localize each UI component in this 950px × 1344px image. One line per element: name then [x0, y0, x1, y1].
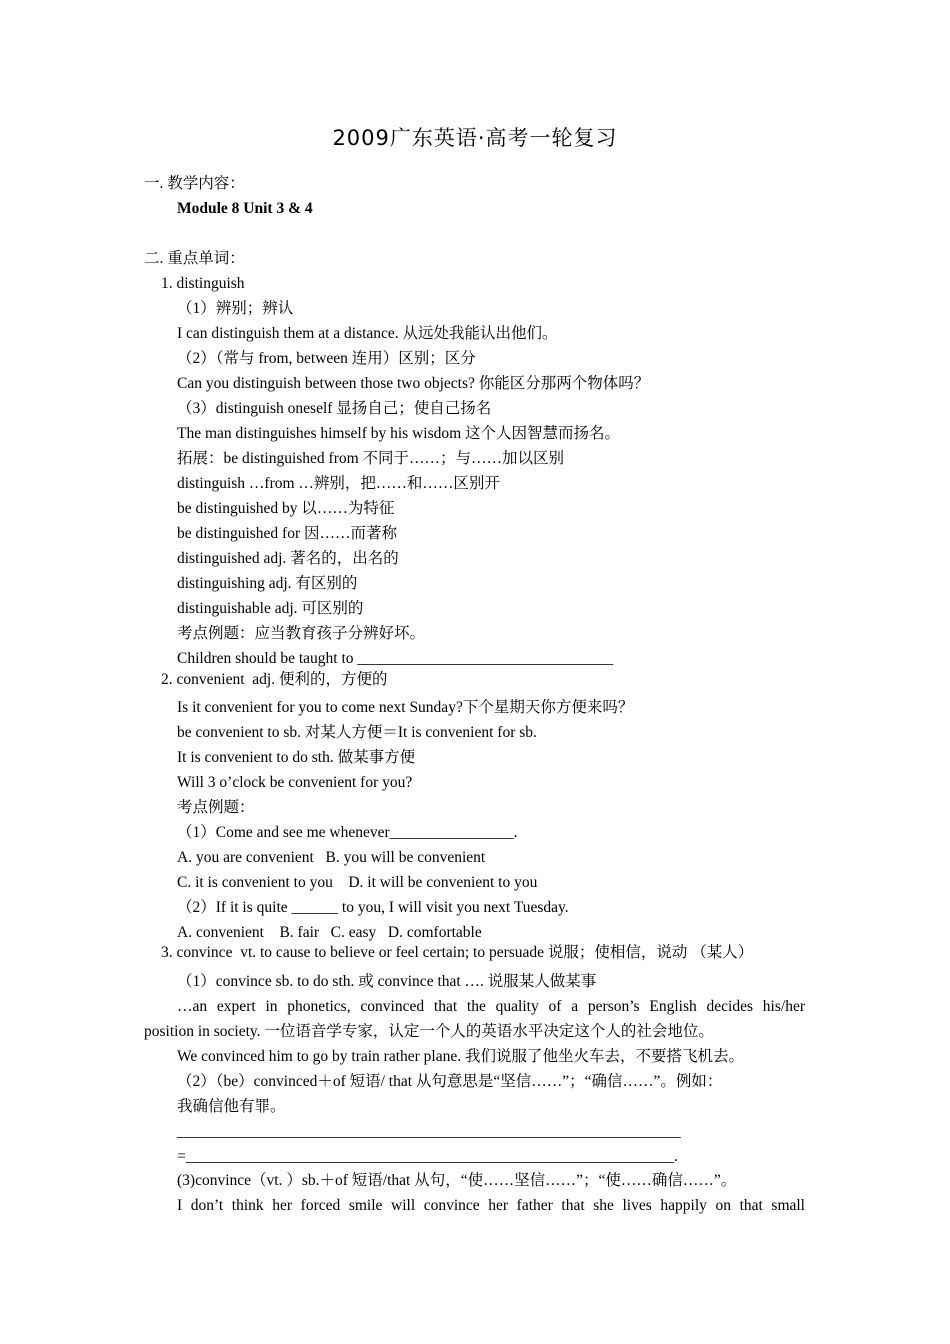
- text-line: be distinguished for 因……而著称: [177, 525, 397, 542]
- text-line: We convinced him to go by train rather plane. 我们说服了他坐火车去，不要搭飞机去。: [177, 1048, 744, 1065]
- text-line: distinguished adj. 著名的，出名的: [177, 550, 399, 567]
- exercise-blank-line: Children should be taught to _________________________________: [177, 650, 614, 667]
- text-line: 拓展：be distinguished from 不同于……；与……加以区别: [177, 450, 565, 467]
- text-line: (3)convince（vt. ）sb.＋of 短语/that 从句，“使……坚信……”；“使……确信……”。: [177, 1172, 737, 1189]
- text-line: 我确信他有罪。: [177, 1098, 286, 1115]
- exercise-options: A. convenient B. fair C. easy D. comfortable: [177, 924, 482, 941]
- text-line: 考点例题：应当教育孩子分辨好坏。: [177, 625, 426, 642]
- exercise-options: A. you are convenient B. you will be convenient: [177, 849, 486, 866]
- section-heading-content: 一. 教学内容：: [144, 175, 245, 192]
- exercise-question: （1）Come and see me whenever________________.: [177, 824, 518, 841]
- text-line: （1）辨别；辨认: [177, 300, 294, 317]
- word-heading-distinguish: 1. distinguish: [161, 275, 245, 292]
- text-line: （2）（be）convinced＋of 短语/ that 从句意思是“坚信……”；“确信……”。例如：: [177, 1073, 723, 1090]
- exercise-question: （2）If it is quite ______ to you, I will visit you next Tuesday.: [177, 899, 569, 916]
- text-line: be distinguished by 以……为特征: [177, 500, 395, 517]
- text-line: …an expert in phonetics, convinced that the quality of a person’s English decides his/her: [177, 998, 805, 1015]
- text-line: I don’t think her forced smile will convince her father that she lives happily on that small: [177, 1197, 805, 1214]
- text-line: Can you distinguish between those two objects? 你能区分那两个物体吗？: [177, 375, 650, 392]
- text-line: （3）distinguish oneself 显扬自己；使自己扬名: [177, 400, 492, 417]
- text-line: position in society. 一位语音学专家，认定一个人的英语水平决定这个人的社会地位。: [144, 1023, 714, 1040]
- word-heading-convince: 3. convince vt. to cause to believe or feel certain; to persuade 说服；使相信，说动 （某人）: [161, 944, 754, 961]
- text-line: 考点例题：: [177, 799, 255, 816]
- text-line: （1）convince sb. to do sth. 或 convince that …. 说服某人做某事: [177, 973, 597, 990]
- exercise-blank-line: =_______________________________________________________________.: [177, 1148, 678, 1165]
- text-line: I can distinguish them at a distance. 从远处我能认出他们。: [177, 325, 558, 342]
- exercise-blank-line: _________________________________________________________________: [177, 1123, 681, 1140]
- section-heading-words: 二. 重点单词：: [144, 250, 245, 267]
- text-line: It is convenient to do sth. 做某事方便: [177, 749, 416, 766]
- text-line: distinguish …from …辨别，把……和……区别开: [177, 475, 500, 492]
- word-heading-convenient: 2. convenient adj. 便利的，方便的: [161, 671, 388, 688]
- text-line: distinguishing adj. 有区别的: [177, 575, 358, 592]
- exercise-options: C. it is convenient to you D. it will be convenient to you: [177, 874, 538, 891]
- text-line: be convenient to sb. 对某人方便＝It is convenient for sb.: [177, 724, 537, 741]
- text-line: Will 3 o’clock be convenient for you?: [177, 774, 413, 791]
- text-line: （2）（常与 from, between 连用）区别；区分: [177, 350, 476, 367]
- text-line: The man distinguishes himself by his wisdom 这个人因智慧而扬名。: [177, 425, 621, 442]
- module-title: Module 8 Unit 3 & 4: [177, 200, 313, 217]
- document-title: 2009广东英语·高考一轮复习: [332, 126, 618, 150]
- text-line: distinguishable adj. 可区别的: [177, 600, 364, 617]
- text-line: Is it convenient for you to come next Sunday?下个星期天你方便来吗？: [177, 699, 634, 716]
